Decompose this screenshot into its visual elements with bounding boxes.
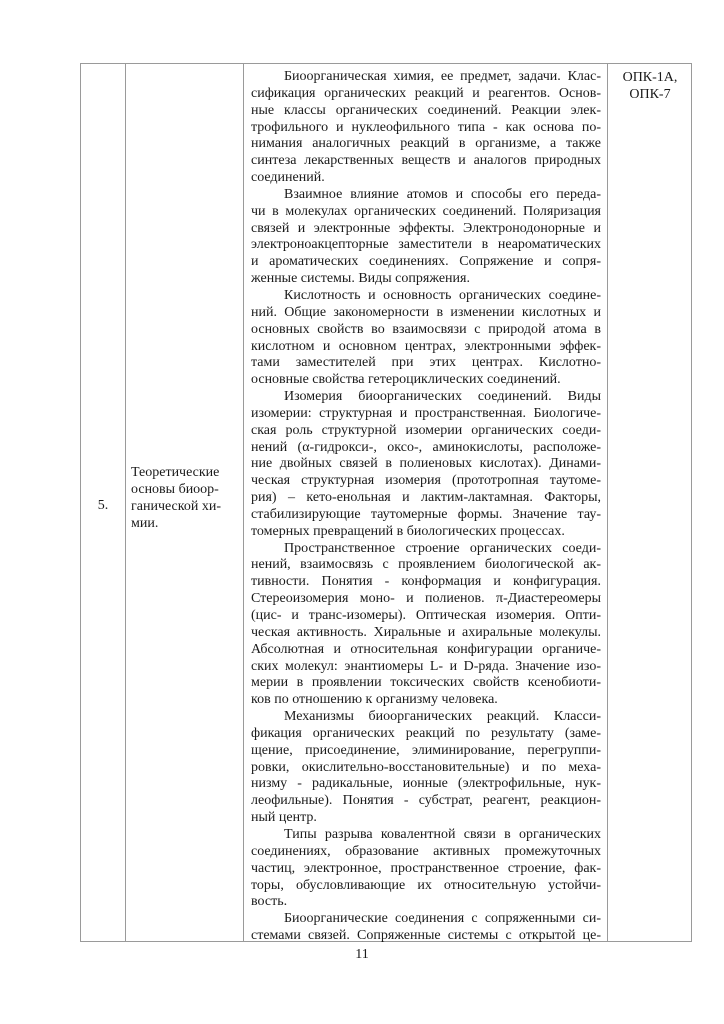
paragraph-line: Взаимное влияние атомов и способы его переда- xyxy=(284,186,601,202)
paragraph-line: ческая активность. Хиральные и ахиральные молекулы. xyxy=(251,624,601,640)
paragraph-line: низму - радикальные, ионные (электрофильные, нук- xyxy=(251,776,601,792)
topic-cell xyxy=(126,64,244,941)
paragraph-line: нений, взаимосвязь с проявлением биологической ак- xyxy=(251,557,601,573)
paragraph-line: синтеза лекарственных веществ и аналогов природных xyxy=(251,153,601,169)
paragraph-line: ческая структурная изомерия (прототропная таутоме- xyxy=(251,473,601,489)
paragraph-line: чи в молекулах органических соединений. Поляризация xyxy=(251,203,601,219)
paragraph-line: фикация органических реакций по результату (заме- xyxy=(251,725,601,741)
content-paragraph xyxy=(251,69,601,187)
content-paragraph xyxy=(251,288,601,389)
competency-code: ОПК-7 xyxy=(629,87,671,102)
paragraph-line: сификация органических реакций и реагентов. Основ- xyxy=(251,85,601,101)
paragraph-line: ние двойных связей в полиеновых кислотах). Динами- xyxy=(251,456,601,472)
topic-line: ганической хи- xyxy=(131,499,221,514)
paragraph-line: тивности. Понятия - конформация и конфигурация. xyxy=(251,574,601,590)
paragraph-line: леофильные). Понятия - субстрат, реагент, реакцион- xyxy=(251,793,601,809)
topic-line: мии. xyxy=(131,516,159,531)
paragraph-line: соединениях, образование активных промежуточных xyxy=(251,843,601,859)
paragraph-line: ков по отношению к организму человека. xyxy=(251,692,498,708)
paragraph-line: основных свойств во взаимосвязи с природой атома в xyxy=(251,321,601,337)
content-text xyxy=(251,69,601,945)
paragraph-line: ные классы органических соединений. Реакции элек- xyxy=(251,102,601,118)
paragraph-line: ская роль структурной изомерии органических соеди- xyxy=(251,422,601,438)
paragraph-line: нений (α-гидрокси-, оксо-, аминокислоты, расположе- xyxy=(251,439,601,455)
competency-cell xyxy=(608,64,692,941)
paragraph-line: Абсолютная и относительная конфигурации органиче- xyxy=(251,641,601,657)
paragraph-line: Биоорганические соединения с сопряженными си- xyxy=(284,911,601,927)
paragraph-line: томерных превращений в биологических процессах. xyxy=(251,523,565,539)
content-paragraph xyxy=(251,541,601,709)
paragraph-line: (цис- и транс-изомеры). Оптическая изомерия. Опти- xyxy=(251,608,601,623)
paragraph-line: ских молекул: энантиомеры L- и D-ряда. Значение изо- xyxy=(251,658,601,674)
paragraph-line: торы, обусловливающие их относительную устойчи- xyxy=(251,877,601,893)
paragraph-line: рия) – кето-енольная и лактим-лактамная. Факторы, xyxy=(251,490,601,506)
paragraph-line: нимания аналогичных реакций в организме, а также xyxy=(251,136,601,152)
number-cell xyxy=(81,64,126,941)
page-number: 11 xyxy=(355,947,369,962)
paragraph-line: изомерии: структурная и пространственная. Биологиче- xyxy=(251,405,601,421)
topic-title xyxy=(131,464,221,532)
row-number: 5. xyxy=(97,498,109,513)
paragraph-line: Пространственное строение органических соеди- xyxy=(284,540,601,556)
competency-code: ОПК-1А, xyxy=(622,70,678,85)
paragraph-line: Типы разрыва ковалентной связи в органических xyxy=(284,826,601,842)
paragraph-line: Механизмы биоорганических реакций. Класси- xyxy=(284,709,601,725)
paragraph-line: стемами связей. Сопряженные системы с открытой це- xyxy=(251,928,601,944)
paragraph-line: стабилизирующие таутомерные формы. Значение тау- xyxy=(251,506,601,522)
paragraph-line: и ароматических соединениях. Сопряжение и сопря- xyxy=(251,254,601,270)
paragraph-line: основные свойства гетероциклических соединений. xyxy=(251,372,561,388)
paragraph-line: ный центр. xyxy=(251,810,317,826)
paragraph-line: трофильного и нуклеофильного типа - как основа по- xyxy=(251,119,601,135)
content-paragraph xyxy=(251,389,601,541)
paragraph-line: щение, присоединение, элиминирование, перегруппи- xyxy=(251,742,601,758)
paragraph-line: ний. Общие закономерности в изменении кислотных и xyxy=(251,304,601,320)
content-paragraph xyxy=(251,827,601,911)
paragraph-line: Кислотность и основность органических соедине- xyxy=(284,287,601,303)
paragraph-line: женные системы. Виды сопряжения. xyxy=(251,271,470,287)
paragraph-line: вость. xyxy=(251,894,288,910)
paragraph-line: Биоорганическая химия, ее предмет, задачи. Клас- xyxy=(284,69,601,84)
paragraph-line: Стереоизомерия моно- и полиенов. π-Диастереомеры xyxy=(251,591,601,607)
topic-line: Теоретические xyxy=(131,465,220,480)
paragraph-line: соединений. xyxy=(251,170,325,186)
content-paragraph xyxy=(251,911,601,945)
paragraph-line: ровки, окислительно-восстановительные) и по меха- xyxy=(251,759,601,775)
content-cell xyxy=(244,64,608,944)
content-paragraph xyxy=(251,709,601,827)
content-paragraph xyxy=(251,187,601,288)
curriculum-table xyxy=(80,63,692,942)
competency-codes xyxy=(608,69,692,103)
topic-line: основы биоор- xyxy=(131,482,219,497)
paragraph-line: Изомерия биоорганических соединений. Виды xyxy=(284,389,601,405)
paragraph-line: электроноакцепторные заместители в неароматических xyxy=(251,237,601,253)
paragraph-line: частиц, электронное, пространственное строение, фак- xyxy=(251,860,601,876)
paragraph-line: кислотном и основном центрах, электронными эффек- xyxy=(251,338,601,354)
paragraph-line: тами заместителей при этих центрах. Кислотно- xyxy=(251,355,601,371)
paragraph-line: связей и электронные эффекты. Электронодонорные и xyxy=(251,220,601,236)
paragraph-line: мерии в проявлении токсических свойств ксенобиоти- xyxy=(251,675,601,691)
